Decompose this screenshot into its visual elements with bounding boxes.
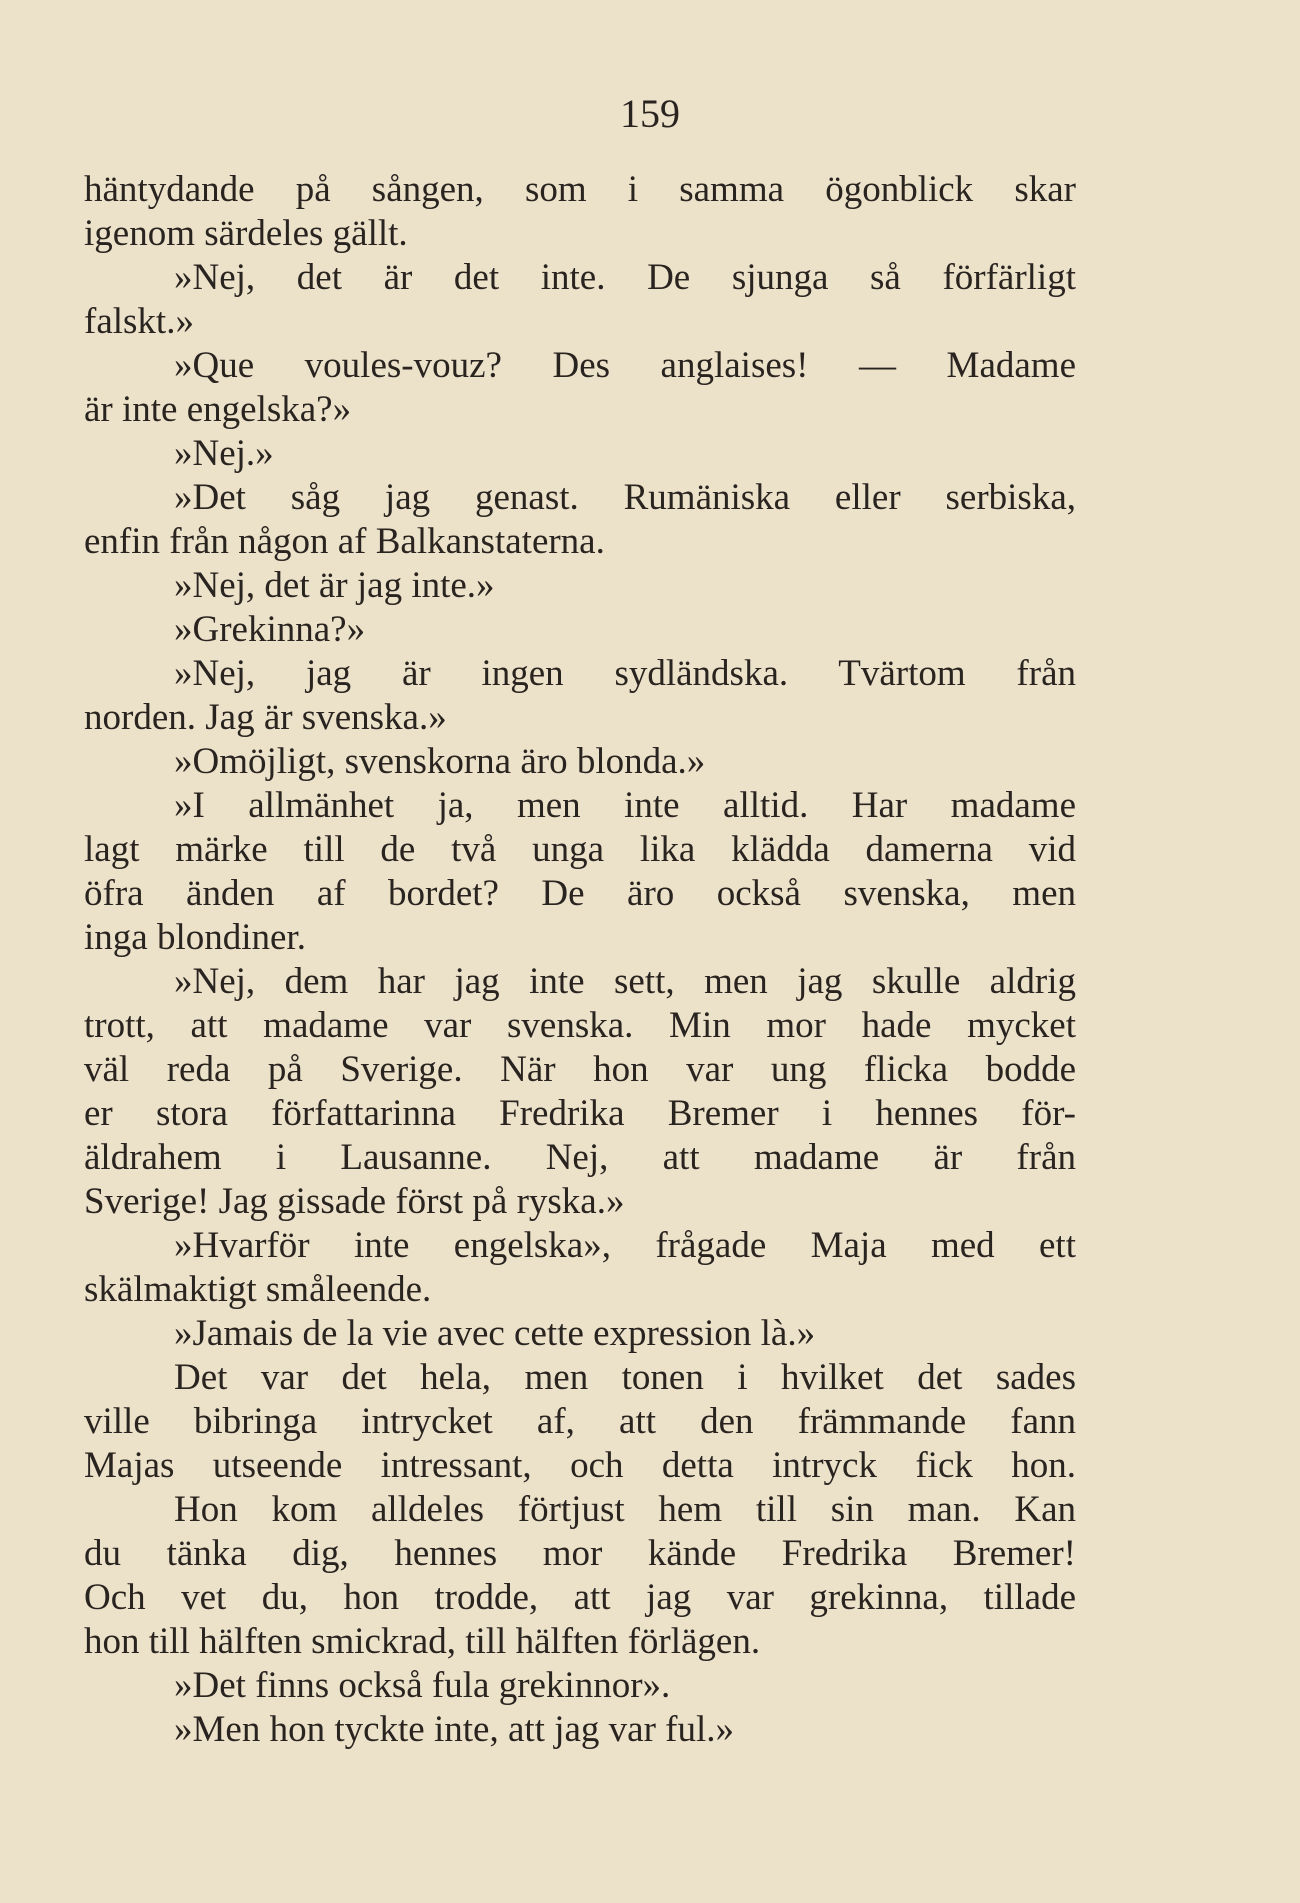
text-line: norden. Jag är svenska.» — [84, 697, 447, 738]
text-line: Och vet du, hon trodde, att jag var grekinna, tillade — [84, 1577, 1076, 1618]
text-line: falskt.» — [84, 301, 194, 342]
text-line: er stora författarinna Fredrika Bremer i hennes för- — [84, 1093, 1076, 1134]
text-line: »Nej, det är det inte. De sjunga så förfärligt — [174, 257, 1076, 298]
text-line: häntydande på sången, som i samma ögonblick skar — [84, 169, 1076, 210]
text-line: »Que voules-vouz? Des anglaises! — Madame — [174, 345, 1076, 386]
text-line: »I allmänhet ja, men inte alltid. Har madame — [174, 785, 1076, 826]
text-line: trott, att madame var svenska. Min mor hade mycket — [84, 1005, 1076, 1046]
body-text — [84, 168, 1076, 1752]
text-line: »Nej, det är jag inte.» — [174, 565, 495, 606]
text-line: Hon kom alldeles förtjust hem till sin man. Kan — [174, 1489, 1076, 1530]
text-line: »Grekinna?» — [174, 609, 366, 650]
text-line: »Det såg jag genast. Rumäniska eller serbiska, — [174, 477, 1076, 518]
text-line: Det var det hela, men tonen i hvilket det sades — [174, 1357, 1076, 1398]
text-line: skälmaktigt småleende. — [84, 1269, 432, 1310]
text-line: hon till hälften smickrad, till hälften förlägen. — [84, 1621, 761, 1662]
text-line: igenom särdeles gällt. — [84, 213, 408, 254]
text-line: »Nej.» — [174, 433, 274, 474]
text-line: väl reda på Sverige. När hon var ung flicka bodde — [84, 1049, 1076, 1090]
text-line: du tänka dig, hennes mor kände Fredrika Bremer! — [84, 1533, 1076, 1574]
text-line: Majas utseende intressant, och detta intryck fick hon. — [84, 1445, 1076, 1486]
text-line: »Men hon tyckte inte, att jag var ful.» — [174, 1709, 734, 1750]
text-line: »Det finns också fula grekinnor». — [174, 1665, 671, 1706]
text-line: lagt märke till de två unga lika klädda damerna vid — [84, 829, 1076, 870]
text-line: »Jamais de la vie avec cette expression là.» — [174, 1313, 816, 1354]
text-line: »Nej, dem har jag inte sett, men jag skulle aldrig — [174, 961, 1076, 1002]
text-line: öfra änden af bordet? De äro också svenska, men — [84, 873, 1076, 914]
text-line: inga blondiner. — [84, 917, 306, 958]
text-line: »Nej, jag är ingen sydländska. Tvärtom från — [174, 653, 1076, 694]
text-line: ville bibringa intrycket af, att den främmande fann — [84, 1401, 1076, 1442]
text-line: »Omöjligt, svenskorna äro blonda.» — [174, 741, 706, 782]
page-number: 159 — [620, 91, 680, 136]
text-line: enfin från någon af Balkanstaterna. — [84, 521, 605, 562]
text-line: »Hvarför inte engelska», frågade Maja med ett — [174, 1225, 1076, 1266]
text-line: är inte engelska?» — [84, 389, 352, 430]
text-line: Sverige! Jag gissade först på ryska.» — [84, 1181, 625, 1222]
text-line: äldrahem i Lausanne. Nej, att madame är från — [84, 1137, 1076, 1178]
